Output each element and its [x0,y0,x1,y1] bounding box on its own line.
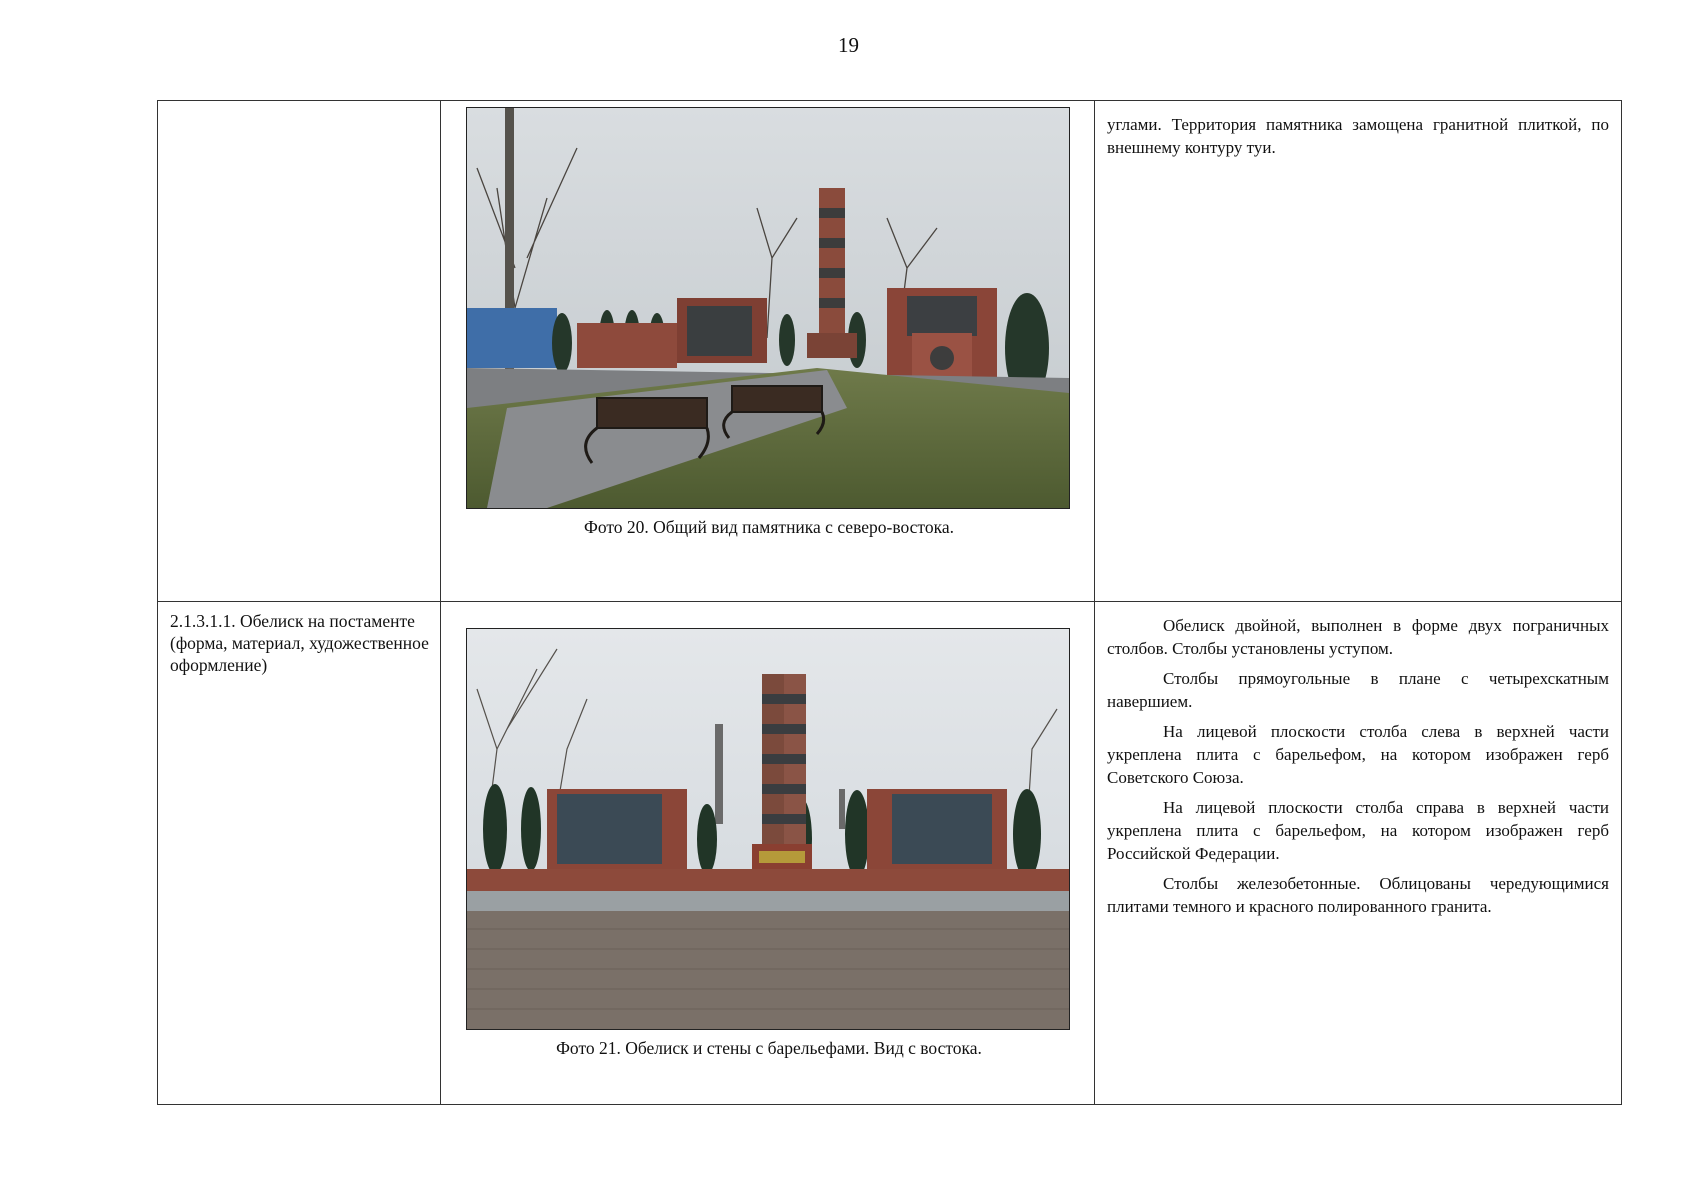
photo-caption: Фото 20. Общий вид памятника с северо-востока. [584,517,954,537]
element-label: 2.1.3.1.1. Обелиск на постаменте (форма, материал, художественное оформление) [170,611,429,675]
description-paragraph: Столбы прямоугольные в плане с четырехскатным навершием. [1107,669,1609,711]
photo-caption: Фото 21. Обелиск и стены с барельефами. Вид с востока. [556,1038,982,1058]
description-table [157,100,1622,1105]
description-paragraph: углами. Территория памятника замощена гранитной плиткой, по внешнему контуру туи. [1107,115,1609,157]
photo-cell [441,602,1095,1105]
photo-20-general-view [466,107,1070,509]
photo-cell [441,101,1095,602]
description-paragraph: Столбы железобетонные. Облицованы чередующимися плитами темного и красного полированного гранита. [1107,874,1609,916]
description-cell [1095,101,1622,602]
table-row [158,101,1622,602]
description-paragraph: На лицевой плоскости столба слева в верхней части укреплена плита с барельефом, на котором изображен герб Советского Союза. [1107,722,1609,787]
element-label-cell [158,101,441,602]
description-paragraph: На лицевой плоскости столба справа в верхней части укреплена плита с барельефом, на котором изображен герб Российской Федерации. [1107,798,1609,863]
photo-21-obelisk-and-walls [466,628,1070,1030]
description-cell [1095,602,1622,1105]
element-label-cell [158,602,441,1105]
description-paragraph: Обелиск двойной, выполнен в форме двух пограничных столбов. Столбы установлены уступом. [1107,616,1609,658]
table-row [158,602,1622,1105]
page-number: 19 [838,33,859,57]
